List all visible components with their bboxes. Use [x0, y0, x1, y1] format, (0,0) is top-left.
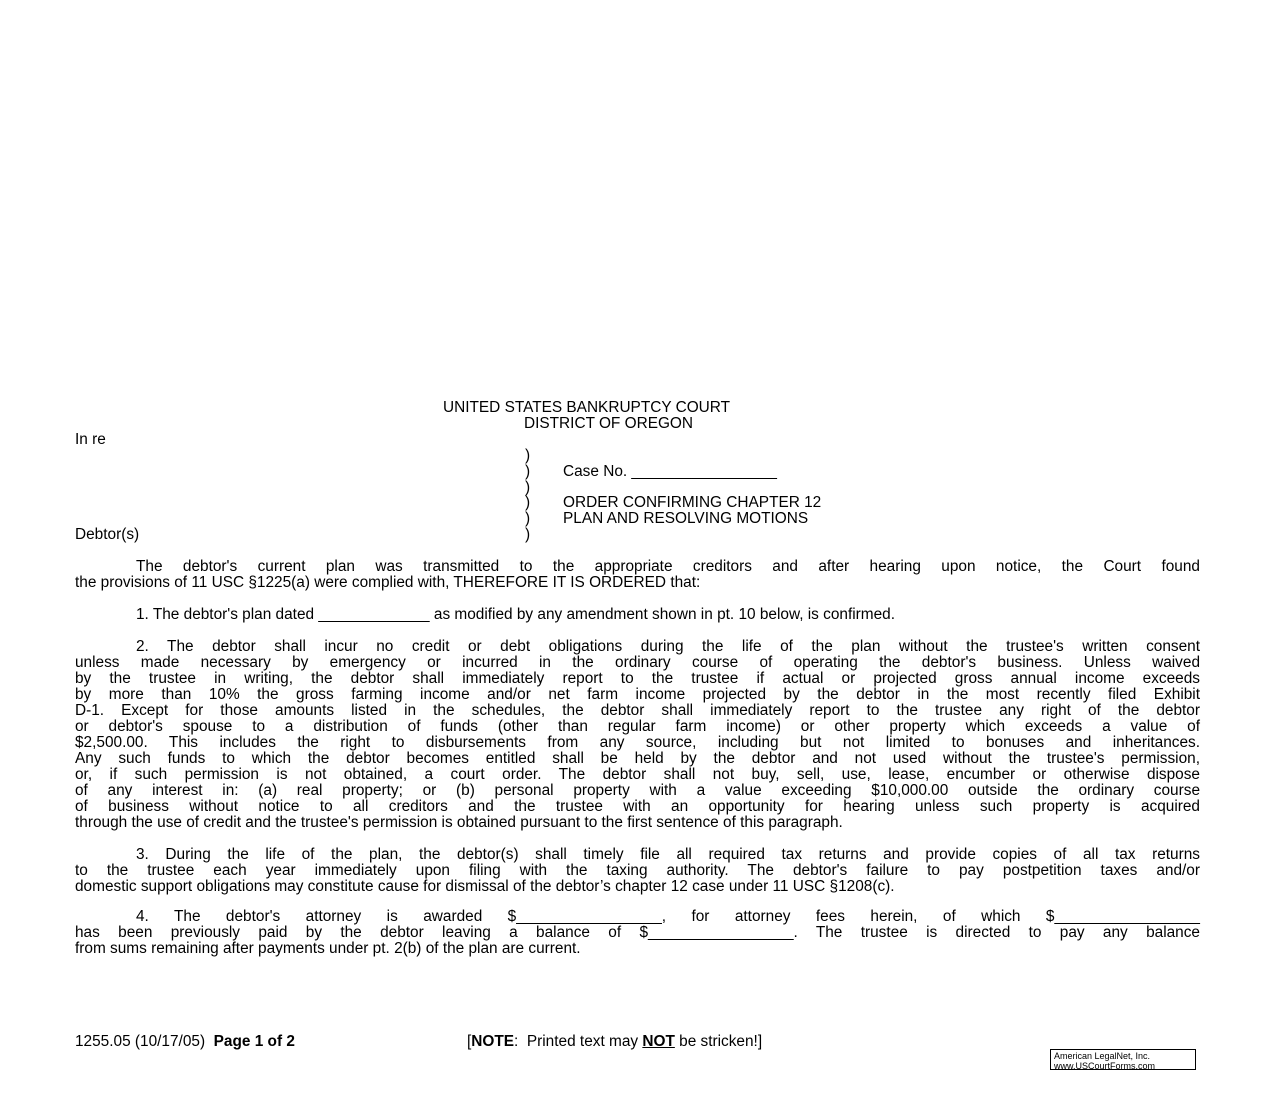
in-re-label: In re — [75, 431, 106, 448]
caption-paren: ) — [525, 510, 531, 527]
paragraph-line: 1. The debtor's plan dated _____________ as modified by any amendment shown in pt. 10 below, is confirmed. — [136, 606, 896, 623]
paragraph-line: the provisions of 11 USC §1225(a) were complied with, THEREFORE IT IS ORDERED that: — [75, 574, 701, 591]
order-title-line1: ORDER CONFIRMING CHAPTER 12 — [563, 494, 822, 511]
caption-paren: ) — [525, 463, 531, 480]
paragraph-line: or debtor's spouse to a distribution of funds (other than regular farm income) or other property which exceeds a value of — [75, 718, 1200, 735]
debtors-label: Debtor(s) — [75, 526, 140, 543]
publisher-box — [1050, 1049, 1196, 1070]
paragraph-line: unless made necessary by emergency or incurred in the ordinary course of operating the debtor's business. Unless waived — [75, 654, 1200, 671]
caption-paren: ) — [525, 479, 531, 496]
paragraph-line: domestic support obligations may constitute cause for dismissal of the debtor’s chapter 12 case under 11 USC §1208(c). — [75, 878, 895, 895]
note-bracket: [ — [467, 1033, 472, 1050]
publisher-website[interactable]: www.USCourtForms.com — [1054, 1061, 1156, 1071]
order-title-line2: PLAN AND RESOLVING MOTIONS — [563, 510, 809, 527]
form-id — [75, 1034, 295, 1050]
paragraph-line: D-1. Except for those amounts listed in the schedules, the debtor shall immediately report to the trustee any right of the debtor — [75, 702, 1200, 719]
paragraph-line: The debtor's current plan was transmitted to the appropriate creditors and after hearing upon notice, the Court found — [136, 558, 1200, 575]
note-text-end: be stricken!] — [674, 1033, 763, 1050]
paragraph-line: Any such funds to which the debtor becomes entitled shall be held by the debtor and not used without the trustee's permission, — [75, 750, 1200, 767]
caption-paren: ) — [525, 447, 531, 464]
paragraph-line: by more than 10% the gross farming income and/or net farm income projected by the debtor in the most recently filed Exhibit — [75, 686, 1200, 703]
case-number-field[interactable]: Case No. _________________ — [563, 463, 777, 480]
form-number: 1255.05 (10/17/05) — [75, 1033, 206, 1050]
paragraph-line: of business without notice to all creditors and the trustee with an opportunity for hearing unless such property is acquired — [75, 798, 1200, 815]
district-name: DISTRICT OF OREGON — [524, 415, 694, 432]
paragraph-line: through the use of credit and the trustee's permission is obtained pursuant to the first sentence of this paragraph. — [75, 814, 843, 831]
paragraph-line: to the trustee each year immediately upon filing with the taxing authority. The debtor's failure to pay postpetition taxes and/or — [75, 862, 1200, 879]
note-not: NOT — [642, 1033, 675, 1050]
court-name: UNITED STATES BANKRUPTCY COURT — [443, 399, 731, 416]
paragraph-line: 2. The debtor shall incur no credit or debt obligations during the life of the plan without the trustee's written consent — [136, 638, 1200, 655]
paragraph-line: by the trustee in writing, the debtor shall immediately report to the trustee if actual or projected gross annual income exceeds — [75, 670, 1200, 687]
publisher-name: American LegalNet, Inc. — [1054, 1051, 1151, 1061]
note-text: : Printed text may — [514, 1033, 643, 1050]
paragraph-line: of any interest in: (a) real property; or (b) personal property with a value exceeding $10,000.00 outside the ordinary course — [75, 782, 1200, 799]
note-label: NOTE — [471, 1033, 515, 1050]
paragraph-line: 3. During the life of the plan, the debtor(s) shall timely file all required tax returns and provide copies of all tax returns — [136, 846, 1200, 863]
caption-paren: ) — [525, 526, 531, 543]
paragraph-line: has been previously paid by the debtor leaving a balance of $_________________. The trustee is directed to pay any balance — [75, 924, 1200, 941]
paragraph-line: 4. The debtor's attorney is awarded $_________________, for attorney fees herein, of which $_________________ — [136, 908, 1200, 925]
paragraph-line: from sums remaining after payments under pt. 2(b) of the plan are current. — [75, 940, 581, 957]
strike-note — [467, 1034, 762, 1050]
paragraph-line: $2,500.00. This includes the right to disbursements from any source, including but not limited to bonuses and inheritances. — [75, 734, 1200, 751]
page-indicator: Page 1 of 2 — [213, 1033, 295, 1050]
caption-paren: ) — [525, 494, 531, 511]
paragraph-line: or, if such permission is not obtained, a court order. The debtor shall not buy, sell, use, lease, encumber or otherwise dispose — [75, 766, 1200, 783]
